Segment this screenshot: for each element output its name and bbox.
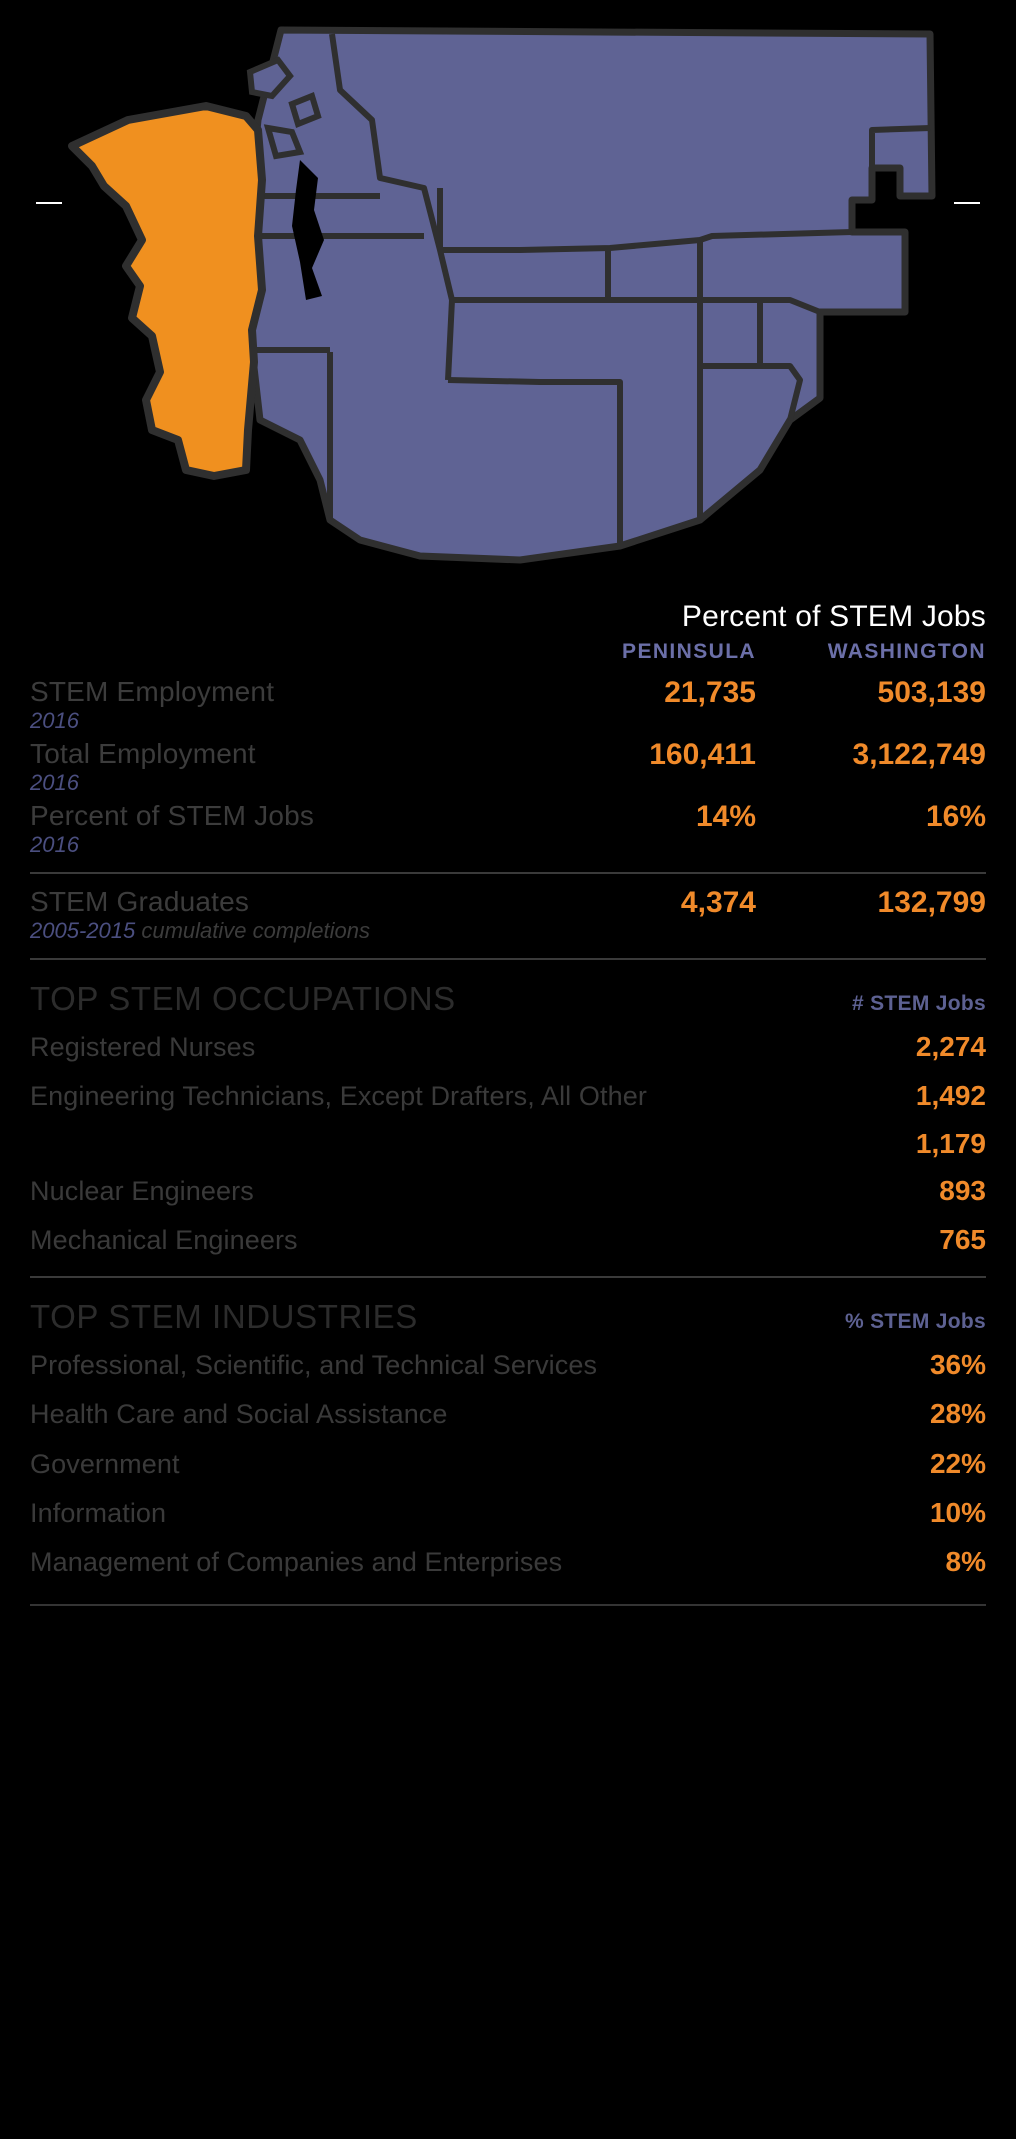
list-item-value: 2,274	[915, 1031, 986, 1062]
row-label	[30, 674, 524, 735]
list-item	[0, 1537, 1016, 1586]
map-tick-right	[954, 202, 980, 204]
row-label-main: Percent of STEM Jobs	[30, 800, 315, 831]
list-item-label: Information	[30, 1497, 167, 1528]
stats-table	[0, 600, 1016, 960]
table-row-graduates	[0, 884, 1016, 946]
bottom-divider	[30, 1604, 986, 1606]
list-item-label: Engineering Technicians, Except Drafters, All Other	[30, 1081, 647, 1112]
map-svg	[0, 0, 1016, 600]
washington-region-map	[0, 0, 1016, 600]
list-item-label: Mechanical Engineers	[30, 1225, 298, 1256]
list-item-value: 893	[939, 1175, 986, 1207]
list-item	[0, 1439, 1016, 1488]
section-title: TOP STEM INDUSTRIES	[30, 1298, 418, 1336]
list-item-label: Management of Companies and Enterprises	[30, 1546, 563, 1577]
table-row	[0, 736, 1016, 798]
column-header-peninsula: PENINSULA	[622, 640, 756, 663]
row-value-peninsula: 14%	[695, 800, 756, 833]
row-value-peninsula: 4,374	[680, 886, 756, 919]
row-label	[30, 736, 524, 797]
list-item-value: 36%	[929, 1349, 986, 1381]
row-label-main: STEM Employment	[30, 676, 275, 707]
list-item-label: Registered Nurses	[30, 1032, 256, 1062]
list-item-value: 8%	[945, 1545, 986, 1577]
section-title: TOP STEM OCCUPATIONS	[30, 980, 456, 1017]
list-item-value: 1,179	[915, 1128, 986, 1160]
row-label	[30, 798, 524, 859]
list-item	[0, 1166, 1016, 1215]
section-industries	[0, 1288, 1016, 1605]
table-row	[0, 674, 1016, 736]
list-item-value: 28%	[929, 1398, 986, 1430]
section-header	[0, 970, 1016, 1022]
section-occupations	[0, 970, 1016, 1278]
column-header-washington: WASHINGTON	[827, 640, 986, 663]
list-item-label: Health Care and Social Assistance	[30, 1399, 448, 1430]
row-label-sub	[30, 918, 524, 944]
row-label-sub: 2016	[30, 832, 79, 858]
row-value-washington: 503,139	[877, 676, 986, 709]
divider	[30, 958, 986, 960]
row-label-sub-note: cumulative completions	[135, 918, 370, 944]
section-header	[0, 1288, 1016, 1340]
divider	[30, 1276, 986, 1278]
list-item	[0, 1215, 1016, 1264]
list-item	[0, 1488, 1016, 1537]
list-item	[0, 1120, 1016, 1166]
list-item-value: 22%	[929, 1447, 986, 1479]
list-item-label: Nuclear Engineers	[30, 1176, 254, 1207]
stats-header	[0, 600, 1016, 634]
region-eastern-washington	[240, 30, 932, 560]
map-tick-left	[36, 202, 62, 204]
list-item-label: Government	[30, 1448, 180, 1479]
row-label-sub: 2016	[30, 708, 79, 734]
list-item	[0, 1071, 1016, 1120]
list-item-value: 765	[939, 1224, 986, 1256]
divider	[30, 872, 986, 874]
row-value-washington: 3,122,749	[852, 738, 986, 771]
region-peninsula-highlight	[72, 106, 262, 476]
table-row	[0, 798, 1016, 860]
list-item	[0, 1022, 1016, 1071]
row-label-sub-years: 2005-2015	[30, 918, 136, 944]
row-value-peninsula: 160,411	[649, 738, 756, 771]
row-label	[30, 884, 524, 945]
page-title: Percent of STEM Jobs	[681, 600, 986, 633]
column-headers	[0, 634, 1016, 674]
list-item-label: Professional, Scientific, and Technical Services	[30, 1350, 598, 1381]
row-value-washington: 16%	[925, 800, 986, 833]
list-item	[0, 1389, 1016, 1438]
row-label-main: STEM Graduates	[30, 886, 250, 917]
section-unit-label: # STEM Jobs	[852, 992, 986, 1015]
row-label-main: Total Employment	[30, 738, 256, 769]
list-item-value: 1,492	[915, 1080, 986, 1112]
section-unit-label: % STEM Jobs	[845, 1310, 986, 1334]
map-base-regions	[240, 30, 932, 560]
row-value-peninsula: 21,735	[664, 676, 756, 709]
list-item-value: 10%	[929, 1496, 986, 1528]
row-label-sub: 2016	[30, 770, 79, 796]
list-item	[0, 1340, 1016, 1389]
row-value-washington: 132,799	[877, 886, 986, 919]
